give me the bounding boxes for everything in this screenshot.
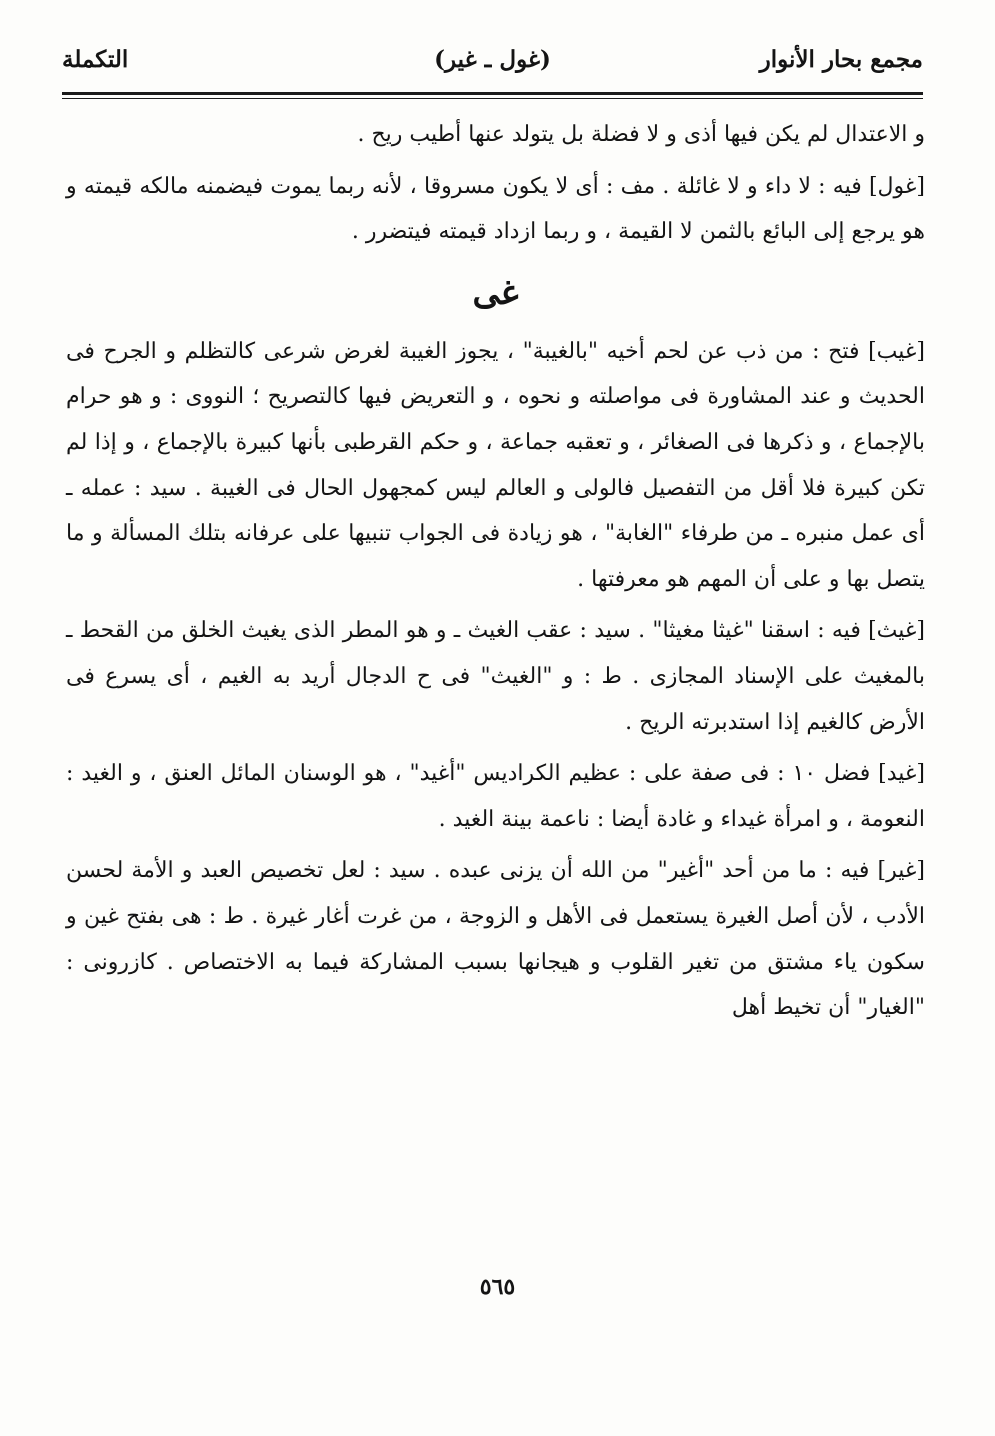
header-rule-thick	[62, 92, 923, 95]
paragraph-continuation: و الاعتدال لم يكن فيها أذى و لا فضلة بل يتولد عنها أطيب ريح .	[357, 122, 925, 147]
section-heading: غى	[472, 272, 519, 313]
entry-range: (غول ـ غير)	[434, 46, 551, 73]
running-header	[62, 40, 923, 88]
paragraph-ghayr: [غير] فيه : ما من أحد "أغير" من الله أن يزنى عبده . سيد : لعل تخصيص العبد و الأمة لحسن الأدب ، لأن أصل الغيرة يستعمل فى الأهل و الزوجة ، من غرت أغار غيرة . ط : هى بفتح غين و سكون ياء مشتق من تغير القلوب و هيجانها بسبب المشاركة فيما به الاختصاص . كازرونى : "الغيار" أن تخيط أهل	[66, 858, 925, 1021]
paragraph-ghayb: [غيب] فتح : من ذب عن لحم أخيه "بالغيبة" ، يجوز الغيبة لغرض شرعى كالتظلم و الجرح فى الحديث و عند المشاورة فى مواصلته و نحوه ، و التعريض فيها كالتصريح ؛ النووى : و هو حرام بالإجماع ، و ذكرها فى الصغائر ، و تعقبه جماعة ، و حكم القرطبى بأنها كبيرة بالإجماع ، و إذا لم تكن كبيرة فلا أقل من التفصيل فالولى و العالم ليس كمجهول الحال فى الغيبة . سيد : عمله ـ أى عمل منبره ـ من طرفاء "الغابة" ، هو زيادة فى الجواب تنبيها على عرفانه بتلك المسألة و ما يتصل بها و على أن المهم هو معرفتها .	[66, 338, 925, 592]
page-number: ٥٦٥	[479, 1274, 516, 1300]
header-rule-thin	[62, 98, 923, 99]
paragraph-ghawl: [غول] فيه : لا داء و لا غائلة . مف : أى لا يكون مسروقا ، لأنه ربما يموت فيضمنه مالكه قيمته و هو يرجع إلى البائع بالثمن لا القيمة ، و ربما ازداد قيمته فيتضرر .	[66, 173, 925, 245]
main-text	[66, 112, 925, 1031]
paragraph-ghayth: [غيث] فيه : اسقنا "غيثا مغيثا" . سيد : عقب الغيث ـ و هو المطر الذى يغيث الخلق من القحط ـ بالمغيث على الإسناد المجازى . ط : و "الغيث" فى ح الدجال أريد به الغيم ، أى يسرع فى الأرض كالغيم إذا استدبرته الريح .	[66, 618, 925, 735]
volume-label: التكملة	[62, 46, 129, 73]
paragraph-ghayd: [غيد] فضل ١٠ : فى صفة على : عظيم الكراديس "أغيد" ، هو الوسنان المائل العنق ، و الغيد : النعومة ، و امرأة غيداء و غادة أيضا : ناعمة بينة الغيد .	[66, 761, 925, 832]
book-title: مجمع بحار الأنوار	[759, 46, 923, 73]
